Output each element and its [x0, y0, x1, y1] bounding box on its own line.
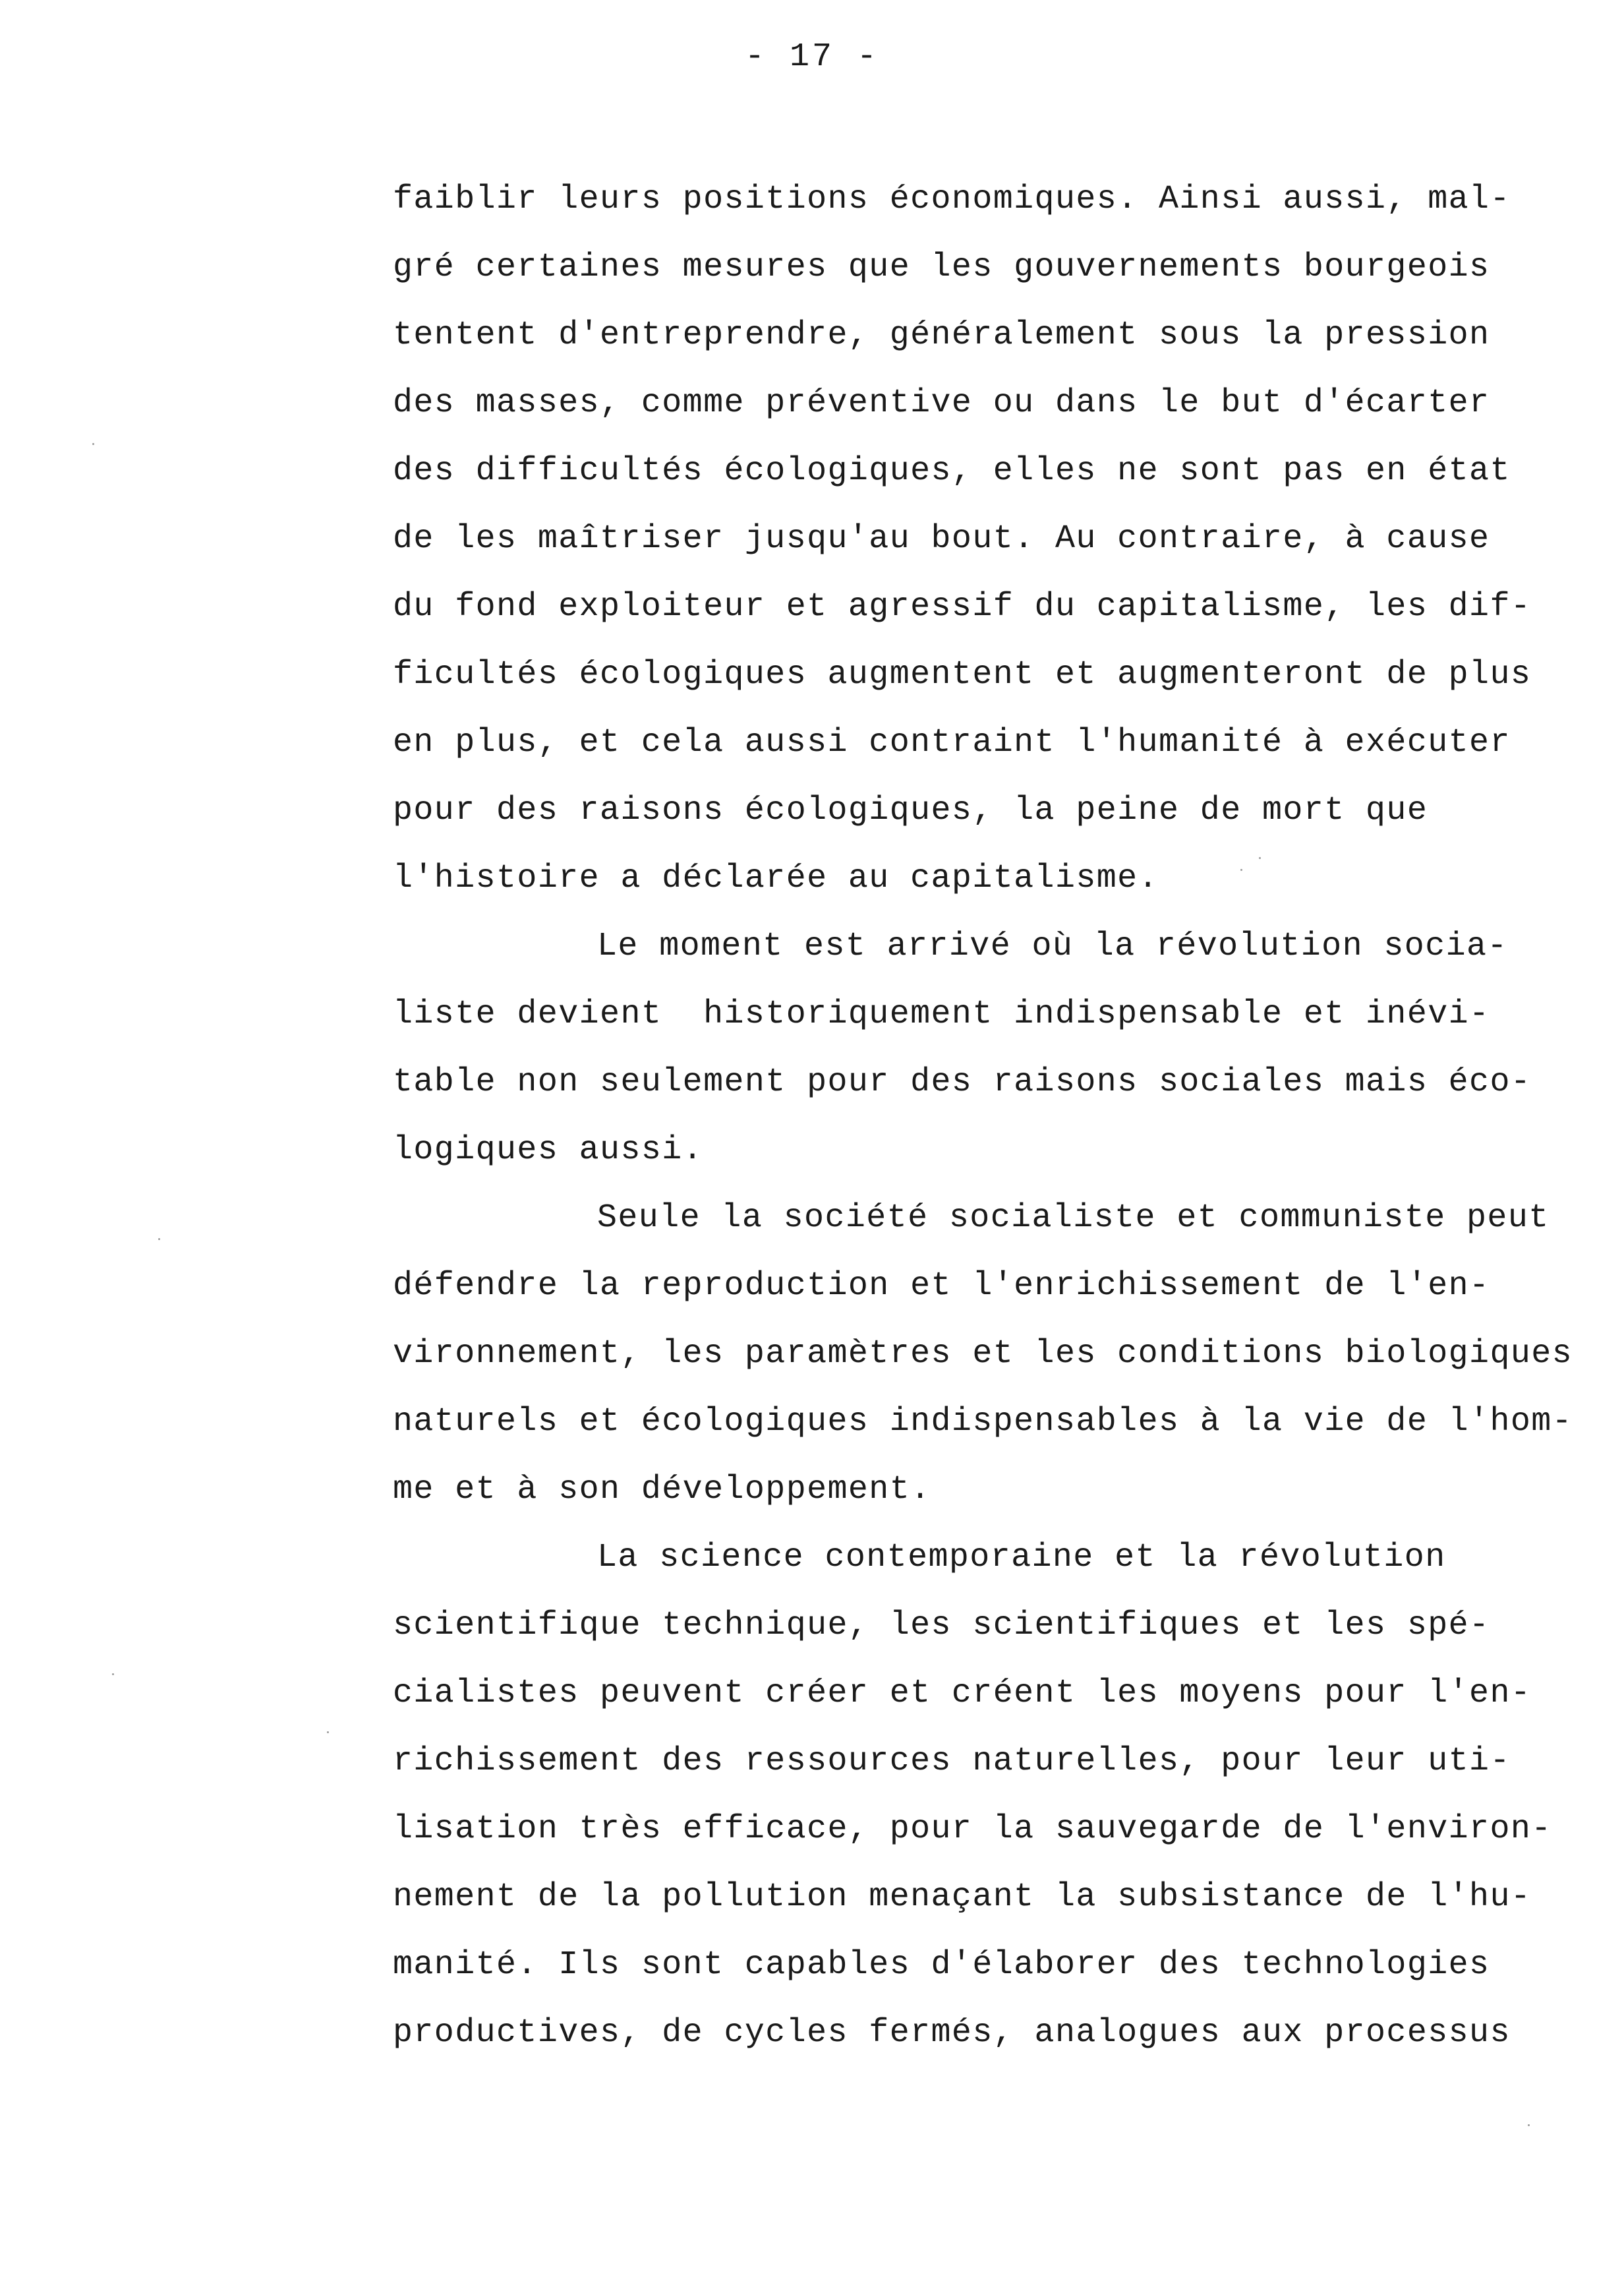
text-line: Seule la société socialiste et communiste peut: [597, 1199, 1550, 1237]
text-line: pour des raisons écologiques, la peine de mort que: [393, 792, 1428, 829]
text-line: me et à son développement.: [393, 1471, 931, 1508]
text-line: de les maîtriser jusqu'au bout. Au contraire, à cause: [393, 520, 1490, 558]
text-line: l'histoire a déclarée au capitalisme.: [393, 860, 1159, 897]
text-line: table non seulement pour des raisons sociales mais éco-: [393, 1063, 1532, 1101]
text-line: des masses, comme préventive ou dans le but d'écarter: [393, 384, 1490, 422]
text-line: ficultés écologiques augmentent et augmenteront de plus: [393, 656, 1532, 694]
text-line: La science contemporaine et la révolution: [597, 1539, 1446, 1576]
text-line: cialistes peuvent créer et créent les moyens pour l'en-: [393, 1675, 1532, 1712]
scan-speck: [158, 1238, 160, 1240]
text-line: liste devient historiquement indispensable et inévi-: [393, 996, 1490, 1033]
text-line: vironnement, les paramètres et les conditions biologiques: [393, 1335, 1573, 1373]
text-line: nement de la pollution menaçant la subsistance de l'hu-: [393, 1878, 1532, 1916]
text-line: logiques aussi.: [393, 1131, 704, 1169]
scan-speck: [112, 1673, 114, 1675]
body-text: [393, 183, 1586, 2085]
scan-speck: [1240, 869, 1242, 871]
text-line: défendre la reproduction et l'enrichissement de l'en-: [393, 1267, 1490, 1305]
text-lines: [393, 183, 1586, 2085]
scan-speck: [1528, 2124, 1530, 2126]
text-line: gré certaines mesures que les gouvernements bourgeois: [393, 249, 1490, 286]
text-line: naturels et écologiques indispensables à la vie de l'hom-: [393, 1403, 1573, 1441]
scan-speck: [1259, 857, 1261, 859]
text-line: lisation très efficace, pour la sauvegarde de l'environ-: [393, 1810, 1552, 1848]
text-line: des difficultés écologiques, elles ne sont pas en état: [393, 452, 1511, 490]
text-line: faiblir leurs positions économiques. Ainsi aussi, mal-: [393, 181, 1511, 218]
text-line: scientifique technique, les scientifiques et les spé-: [393, 1607, 1490, 1644]
text-line: en plus, et cela aussi contraint l'humanité à exécuter: [393, 724, 1511, 761]
text-line: manité. Ils sont capables d'élaborer des technologies: [393, 1946, 1490, 1984]
scan-speck: [327, 1731, 329, 1733]
scan-speck: [92, 443, 94, 445]
text-line: tentent d'entreprendre, généralement sous la pression: [393, 316, 1490, 354]
text-line: Le moment est arrivé où la révolution socia-: [597, 928, 1508, 965]
text-line: productives, de cycles fermés, analogues aux processus: [393, 2014, 1511, 2052]
text-line: richissement des ressources naturelles, pour leur uti-: [393, 1742, 1511, 1780]
page-number: - 17 -: [744, 38, 880, 76]
text-line: du fond exploiteur et agressif du capitalisme, les dif-: [393, 588, 1532, 626]
